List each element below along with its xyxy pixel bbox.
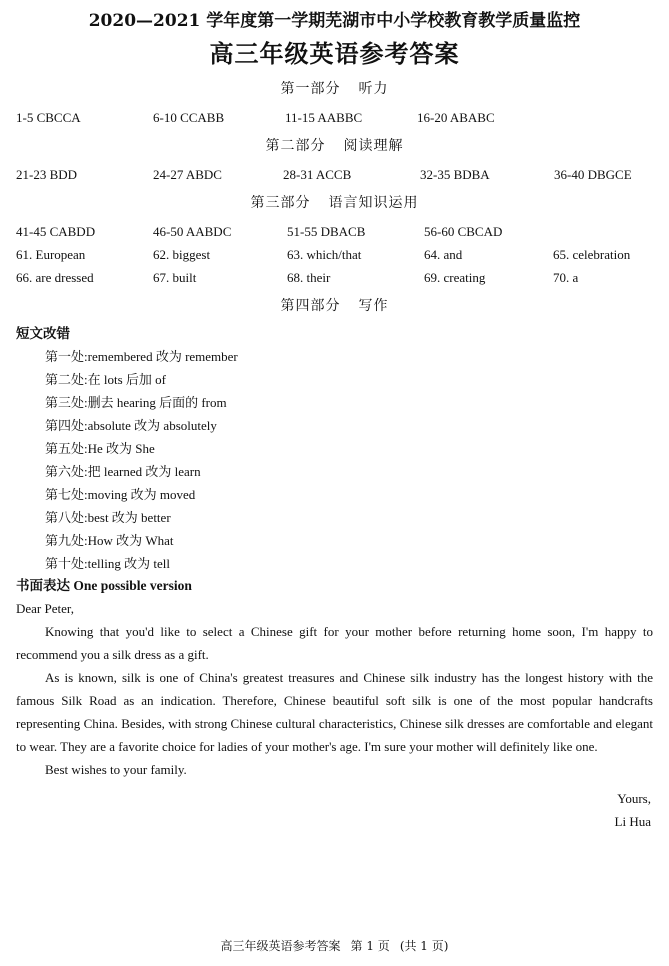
part2-number: 第二部分 xyxy=(265,138,326,154)
correction-heading: 短文改错 xyxy=(16,326,70,341)
essay-paragraph: Best wishes to your family. xyxy=(45,762,187,777)
answer-item: 65. celebration xyxy=(553,247,631,262)
essay-salutation: Dear Peter, xyxy=(16,601,74,616)
page-footer xyxy=(0,937,669,954)
answer-group: 51-55 DBACB xyxy=(287,224,366,239)
part3-answers-row1 xyxy=(16,220,653,243)
part4-name: 写作 xyxy=(358,298,389,314)
answer-group: 41-45 CABDD xyxy=(16,224,96,239)
essay-paragraph: Knowing that you'd like to select a Chinese gift for your mother before returning home soon, I'm happy to recommend you a silk dress as a gift. xyxy=(16,624,653,662)
answer-group: 28-31 ACCB xyxy=(283,167,352,182)
essay-paragraph: As is known, silk is one of China's greatest treasures and Chinese silk industry has the longest history with the famous Silk Road as an indication. Therefore, Chinese beautiful soft silk is one of the most popular handcrafts representing China. Besides, with strong Chinese cultural characteristics, Chinese silk dresses are comfortable and elegant to wear. They are a favorite choice for ladies of your mother's age. I'm sure your mother will definitely like one. xyxy=(16,670,653,754)
part1-heading xyxy=(16,76,653,102)
answer-group: 36-40 DBGCE xyxy=(554,167,632,182)
essay-heading: 书面表达 One possible version xyxy=(16,578,192,593)
part4-number: 第四部分 xyxy=(280,298,341,314)
answer-item: 64. and xyxy=(424,247,463,262)
answer-item: 68. their xyxy=(287,270,331,285)
correction-item: 第十处:telling 改为 tell xyxy=(45,556,170,571)
correction-item: 第四处:absolute 改为 absolutely xyxy=(45,418,217,433)
answer-item: 70. a xyxy=(553,270,579,285)
answer-item: 62. biggest xyxy=(153,247,211,262)
footer-page: 第 1 页 xyxy=(350,939,390,953)
part2-name: 阅读理解 xyxy=(343,138,404,154)
footer-title: 高三年级英语参考答案 xyxy=(220,939,341,953)
answer-group: 32-35 BDBA xyxy=(420,167,490,182)
answer-group: 24-27 ABDC xyxy=(153,167,222,182)
answer-group: 21-23 BDD xyxy=(16,167,78,182)
answer-group: 16-20 ABABC xyxy=(417,110,495,125)
answer-group: 56-60 CBCAD xyxy=(424,224,503,239)
answer-item: 63. which/that xyxy=(287,247,362,262)
part3-answers-row2 xyxy=(16,243,653,266)
writing-section xyxy=(16,323,653,833)
essay-closing: Yours, xyxy=(617,791,651,806)
exam-title: 2020—2021 学年度第一学期芜湖市中小学校教育教学质量监控 xyxy=(88,11,581,31)
answer-group: 11-15 AABBC xyxy=(285,110,363,125)
correction-list xyxy=(16,345,653,575)
answer-group: 6-10 CCABB xyxy=(153,110,225,125)
essay-signature: Li Hua xyxy=(614,814,651,829)
part1-name: 听力 xyxy=(358,81,389,97)
sample-essay xyxy=(16,597,653,781)
part4-heading xyxy=(16,293,653,319)
answer-item: 67. built xyxy=(153,270,197,285)
part2-answers xyxy=(16,163,653,186)
part3-heading xyxy=(16,190,653,216)
part3-number: 第三部分 xyxy=(250,195,311,211)
part3-name: 语言知识运用 xyxy=(328,195,419,211)
part1-answers xyxy=(16,106,653,129)
correction-item: 第一处:remembered 改为 remember xyxy=(45,349,238,364)
correction-item: 第二处:在 lots 后加 of xyxy=(45,372,166,387)
correction-item: 第九处:How 改为 What xyxy=(45,533,174,548)
answer-item: 61. European xyxy=(16,247,86,262)
footer-total: (共 1 页) xyxy=(399,939,449,953)
part2-heading xyxy=(16,133,653,159)
correction-item: 第七处:moving 改为 moved xyxy=(45,487,196,502)
answer-group: 1-5 CBCCA xyxy=(16,110,81,125)
correction-item: 第三处:删去 hearing 后面的 from xyxy=(45,395,227,410)
answer-item: 69. creating xyxy=(424,270,486,285)
page-title: 高三年级英语参考答案 xyxy=(209,39,460,68)
answer-group: 46-50 AABDC xyxy=(153,224,232,239)
correction-item: 第八处:best 改为 better xyxy=(45,510,171,525)
correction-item: 第五处:He 改为 She xyxy=(45,441,155,456)
answer-item: 66. are dressed xyxy=(16,270,94,285)
part3-answers-row3 xyxy=(16,266,653,289)
correction-item: 第六处:把 learned 改为 learn xyxy=(45,464,201,479)
part1-number: 第一部分 xyxy=(280,81,341,97)
